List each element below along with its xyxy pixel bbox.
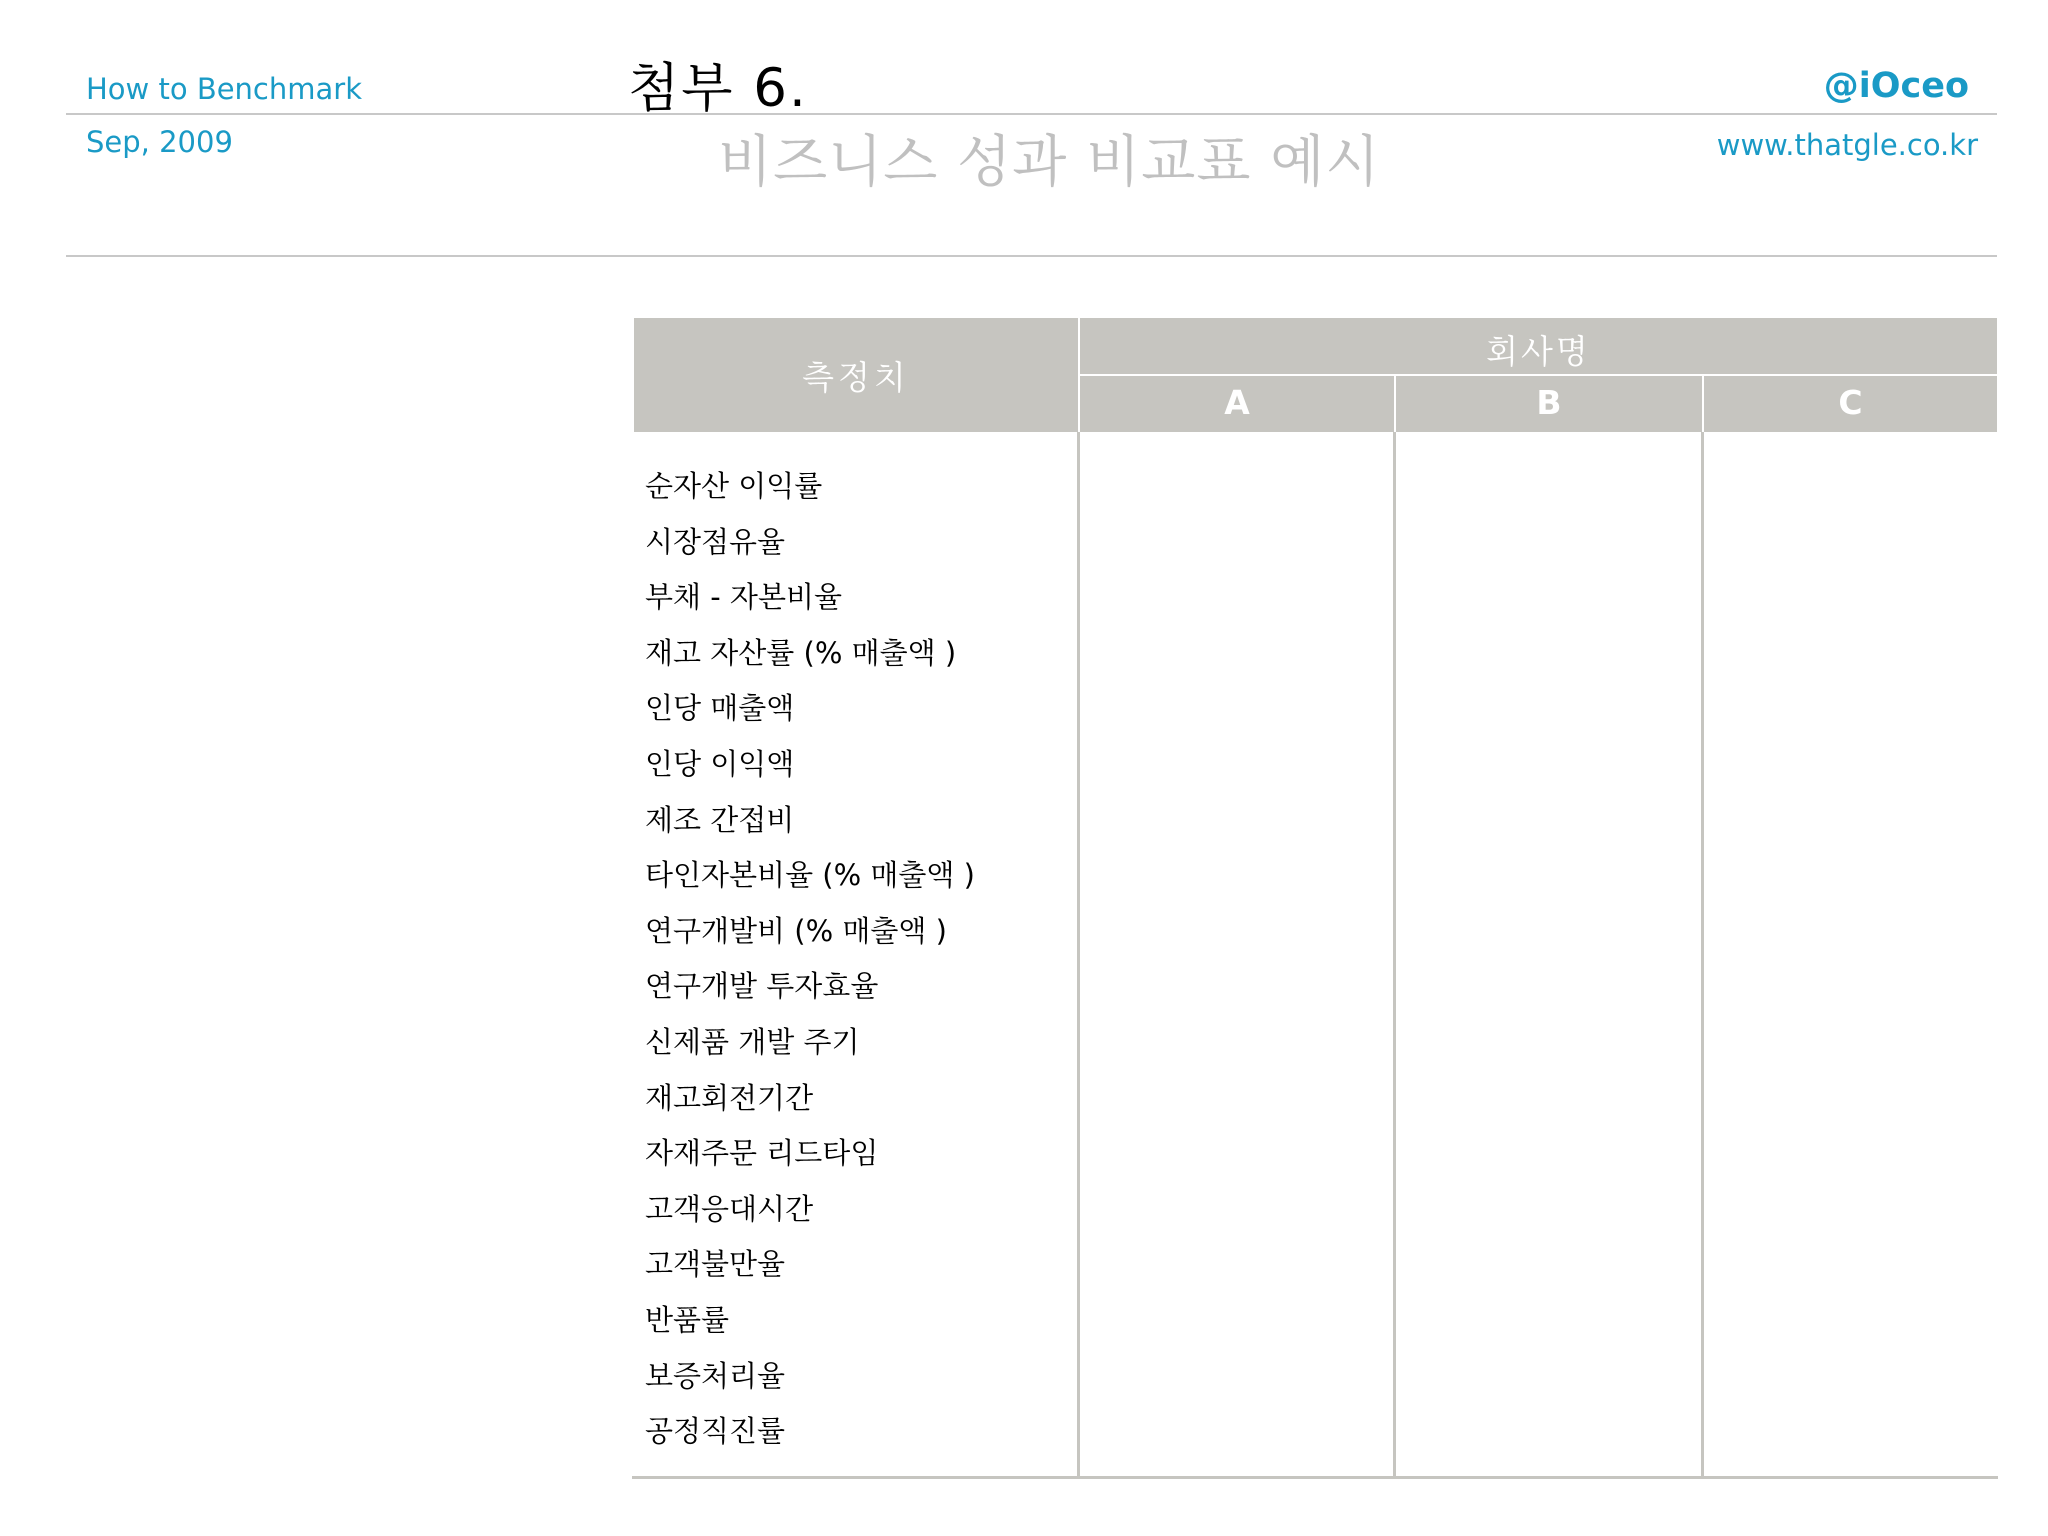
column-divider [1393, 432, 1396, 1477]
author-handle: @iOceo [1823, 66, 1969, 106]
table-row: 고객응대시간 [645, 1191, 814, 1226]
table-row: 연구개발 투자효율 [645, 969, 879, 1004]
column-label-a: A [1224, 383, 1250, 422]
table-row: 시장점유율 [645, 524, 786, 559]
table-row: 재고 자산률 (% 매출액 ) [645, 635, 957, 670]
table-row: 타인자본비율 (% 매출액 ) [645, 858, 975, 893]
column-label-b: B [1536, 383, 1562, 422]
table-row: 인당 이익액 [645, 746, 795, 781]
website-url: www.thatgle.co.kr [1716, 128, 1978, 162]
title-divider [66, 255, 1997, 257]
table-row: 공정직진률 [645, 1414, 786, 1449]
table-row: 보증처리율 [645, 1358, 786, 1393]
column-label-c: C [1838, 383, 1863, 422]
table-row: 인당 매출액 [645, 691, 795, 726]
brand-label: How to Benchmark [86, 72, 362, 106]
table-row: 고객불만율 [645, 1247, 786, 1282]
table-row: 재고회전기간 [645, 1080, 814, 1115]
measure-list [645, 466, 975, 1467]
measure-header-label: 측정치 [802, 358, 910, 397]
table-row: 제조 간접비 [645, 802, 795, 837]
page-subtitle: 비즈니스 성과 비교표 예시 [718, 130, 1381, 195]
table-row: 반품률 [645, 1302, 730, 1337]
date-label: Sep, 2009 [86, 125, 233, 159]
column-divider [1701, 432, 1704, 1477]
page-title: 첨부 6. [628, 58, 808, 119]
table-row: 자재주문 리드타임 [645, 1136, 879, 1171]
table-row: 순자산 이익률 [645, 469, 823, 503]
column-divider [1077, 432, 1080, 1477]
table-row: 부채 - 자본비율 [645, 580, 842, 615]
table-bottom-border [632, 1476, 1998, 1479]
table-row: 신제품 개발 주기 [645, 1024, 860, 1059]
table-row: 연구개발비 (% 매출액 ) [645, 913, 947, 948]
header-divider [66, 113, 1997, 115]
company-header-label: 회사명 [1486, 332, 1591, 371]
